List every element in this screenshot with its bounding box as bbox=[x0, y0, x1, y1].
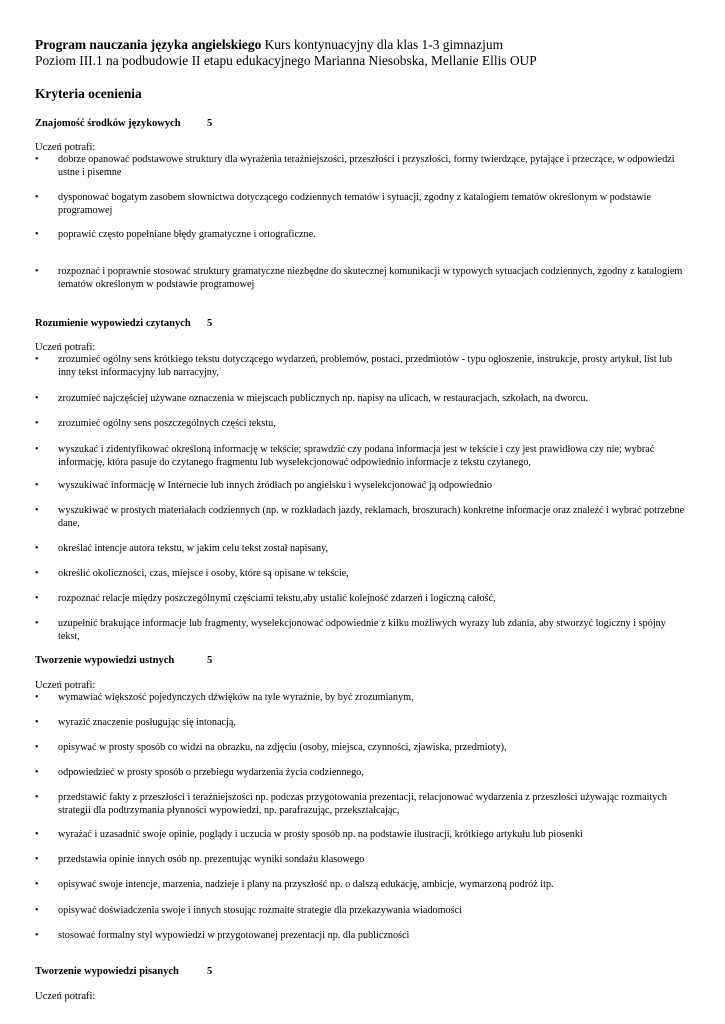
list-item-text: przedstawia opinie innych osób np. prezentując wyniki sondażu klasowego bbox=[58, 854, 365, 865]
list-item-text: stosować formalny styl wypowiedzi w przygotowanej prezentacji np. dla publiczności bbox=[58, 930, 410, 941]
list-item-text: określić okoliczności, czas, miejsce i osoby, które są opisane w tekście, bbox=[58, 568, 349, 579]
bullet-icon: • bbox=[35, 393, 39, 404]
section-title-text: Rozumienie wypowiedzi czytanych bbox=[35, 318, 191, 329]
section-title bbox=[35, 655, 213, 666]
bullet-icon: • bbox=[35, 905, 39, 916]
list-item-text: opisywać doświadczenia swoje i innych stosując rozmaite strategie dla przekazywania wiadomości bbox=[58, 905, 462, 916]
list-item-text: wymawiać większość pojedynczych dźwięków na tyle wyraźnie, by być zrozumianym, bbox=[58, 692, 414, 703]
list-item-text: rozpoznać relacje między poszczególnymi częściami tekstu,aby ustalić kolejność zdarzeń i logiczną całość, bbox=[58, 593, 496, 604]
section-title bbox=[35, 966, 213, 977]
section-title-text: Tworzenie wypowiedzi pisanych bbox=[35, 966, 179, 977]
bullet-icon: • bbox=[35, 543, 39, 554]
list-item-text: odpowiedzieć w prosty sposób o przebiegu wydarzenia życia codziennego, bbox=[58, 767, 364, 778]
bullet-icon: • bbox=[35, 792, 39, 803]
bullet-icon: • bbox=[35, 593, 39, 604]
list-item-text: uzupełnić brakujące informacje lub fragmenty, wyselekcjonować odpowiednie z kilku możliwych wyrazy lub zdania, aby stworzyć logiczny i spójny tekst, bbox=[58, 618, 666, 642]
list-item-text: opisywać swoje intencje, marzenia, nadzieje i plany na przyszłość np. o dalszą edukację, ambicje, wymarzoną podróż itp. bbox=[58, 879, 554, 890]
bullet-icon: • bbox=[35, 444, 39, 455]
bullet-icon: • bbox=[35, 618, 39, 629]
section-intro: Uczeń potrafi: bbox=[35, 342, 96, 353]
list-item-text: dobrze opanować podstawowe struktury dla wyrażenia teraźniejszości, przeszłości i przyszłości, formy twierdzące, pytające i przeczące, w odpowiedzi ustne i pisemne bbox=[58, 154, 675, 178]
section-title-text: Znajomość środków językowych bbox=[35, 118, 181, 129]
bullet-icon: • bbox=[35, 742, 39, 753]
list-item-text: zrozumieć ogólny sens poszczególnych części tekstu, bbox=[58, 418, 276, 429]
bullet-icon: • bbox=[35, 692, 39, 703]
section-grade: 5 bbox=[207, 318, 213, 329]
list-item-text: wyszukać i zidentyfikować określoną informację w tekście; sprawdzić czy podana informacja jest w tekście i czy jest prawidłowa czy nie; wybrać informację, która pasuje do czytanego fragmentu lub wyselekcjonować odpowiednio informacje z tekstu czytanego, bbox=[58, 444, 655, 468]
bullet-icon: • bbox=[35, 418, 39, 429]
bullet-icon: • bbox=[35, 879, 39, 890]
list-item-text: zrozumieć najczęściej używane oznaczenia w miejscach publicznych np. napisy na ulicach, w restauracjach, szkołach, na dworcu. bbox=[58, 393, 589, 404]
list-item-text: wyrażać i uzasadnić swoje opinie, poglądy i uczucia w prosty sposób np. na podstawie ilustracji, krótkiego artykułu lub piosenki bbox=[58, 829, 583, 840]
section-intro: Uczeń potrafi: bbox=[35, 991, 96, 1002]
list-item-text: rozpoznać i poprawnie stosować struktury gramatyczne niezbędne do skutecznej komunikacji w typowych sytuacjach codziennych, zgodny z katalogiem tematów określonym w podstawie programowej bbox=[58, 266, 683, 290]
bullet-icon: • bbox=[35, 568, 39, 579]
list-item-text: poprawić często popełniane błędy gramatyczne i ortograficzne. bbox=[58, 229, 316, 240]
bullet-icon: • bbox=[35, 154, 39, 165]
bullet-icon: • bbox=[35, 192, 39, 203]
list-item-text: przedstawić fakty z przeszłości i teraźniejszości np. podczas przygotowania prezentacji, relacjonować wydarzenia z przeszłości używając rozmaitych strategii dla podtrzymania płynności wypowiedzi, np. parafrazując, przekształcając, bbox=[58, 792, 667, 816]
bullet-icon: • bbox=[35, 717, 39, 728]
bullet-icon: • bbox=[35, 854, 39, 865]
bullet-icon: • bbox=[35, 505, 39, 516]
list-item-text: wyszukiwać w prostych materiałach codziennych (np. w rozkładach jazdy, reklamach, broszurach) konkretne informacje oraz znaleźć i wybrać potrzebne dane, bbox=[58, 505, 685, 529]
section-grade: 5 bbox=[207, 118, 213, 129]
list-item-text: określać intencje autora tekstu, w jakim celu tekst został napisany, bbox=[58, 543, 329, 554]
list-item-text: dysponować bogatym zasobem słownictwa dotyczącego codziennych tematów i sytuacji, zgodny z katalogiem tematów określonym w podstawie programowej bbox=[58, 192, 651, 216]
program-title: Program nauczania języka angielskiego bbox=[35, 37, 262, 52]
bullet-icon: • bbox=[35, 829, 39, 840]
section-intro: Uczeń potrafi: bbox=[35, 680, 96, 691]
course-title: Kurs kontynuacyjny dla klas 1-3 gimnazjum bbox=[261, 37, 503, 52]
bullet-icon: • bbox=[35, 767, 39, 778]
section-grade: 5 bbox=[207, 966, 213, 977]
bullet-icon: • bbox=[35, 930, 39, 941]
section-title bbox=[35, 118, 213, 129]
list-item-text: zrozumieć ogólny sens krótkiego tekstu dotyczącego wydarzeń, problemów, postaci, przedmiotów - typu ogłoszenie, instrukcje, prosty artykuł, list lub inny tekst informacyjny lub narracyjny, bbox=[58, 354, 673, 378]
document-header bbox=[35, 37, 705, 69]
list-item-text: wyrazić znaczenie posługując się intonacją, bbox=[58, 717, 236, 728]
bullet-icon: • bbox=[35, 229, 39, 240]
bullet-icon: • bbox=[35, 354, 39, 365]
section-title-text: Tworzenie wypowiedzi ustnych bbox=[35, 655, 175, 666]
section-title bbox=[35, 318, 213, 329]
bullet-icon: • bbox=[35, 266, 39, 277]
section-grade: 5 bbox=[207, 655, 213, 666]
header-line-2: Poziom III.1 na podbudowie II etapu edukacyjnego Marianna Niesobska, Mellanie Ellis OUP bbox=[35, 53, 537, 68]
bullet-icon: • bbox=[35, 480, 39, 491]
list-item-text: wyszukiwać informację w Internecie lub innych źródłach po angielsku i wyselekcjonować ją odpowiednio bbox=[58, 480, 492, 491]
criteria-heading: Kryteria ocenienia bbox=[35, 86, 142, 101]
section-intro: Uczeń potrafi: bbox=[35, 142, 96, 153]
header-line-1 bbox=[35, 37, 705, 53]
list-item-text: opisywać w prosty sposób co widzi na obrazku, na zdjęciu (osoby, miejsca, czynności, zjawiska, przedmioty), bbox=[58, 742, 507, 753]
